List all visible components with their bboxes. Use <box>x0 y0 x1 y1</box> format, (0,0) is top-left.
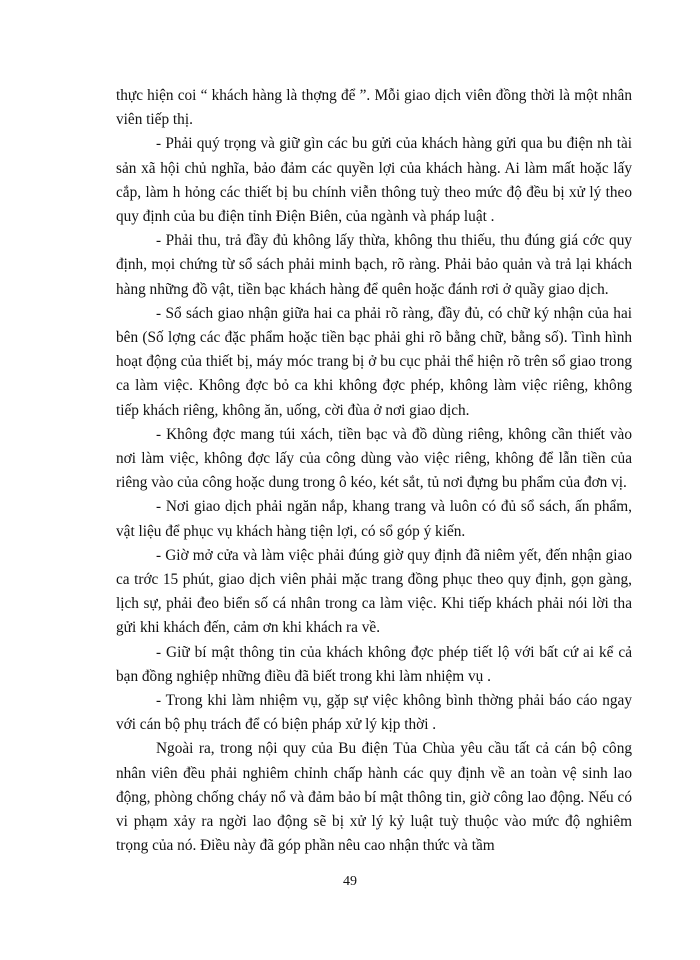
paragraph: - Phải quý trọng và giữ gìn các bu gửi của khách hàng gửi qua bu điện nh tài sản xã hội chủ nghĩa, bảo đảm các quyền lợi của khách hàng. Ai làm mất hoặc lấy cắp, làm h hỏng các thiết bị bu chính viễn thông tuỳ theo mức độ đều bị xử lý theo quy định của bu điện tỉnh Điện Biên, của ngành và pháp luật . <box>116 135 632 226</box>
paragraph: - Không đợc mang túi xách, tiền bạc và đồ dùng riêng, không cần thiết vào nơi làm việc, không đợc lấy của công dùng vào việc riêng, không để lẫn tiền của riêng vào của công hoặc dung trong ô kéo, két sắt, tủ nơi đựng bu phẩm của đơn vị. <box>116 425 632 492</box>
paragraph: - Phải thu, trả đầy đủ không lấy thừa, không thu thiếu, thu đúng giá cớc quy định, mọi chứng từ sổ sách phải minh bạch, rõ ràng. Phải bảo quản và trả lại khách hàng những đồ vật, tiền bạc khách hàng để quên hoặc đánh rơi ở quầy giao dịch. <box>116 232 632 298</box>
paragraph: - Trong khi làm nhiệm vụ, gặp sự việc không bình thờng phải báo cáo ngay với cán bộ phụ trách để có biện pháp xử lý kịp thời . <box>116 692 632 734</box>
paragraph: - Sổ sách giao nhận giữa hai ca phải rõ ràng, đầy đủ, có chữ ký nhận của hai bên (Số lợng các đặc phẩm hoặc tiền bạc phải ghi rõ bằng chữ, bằng số). Tình hình hoạt động của thiết bị, máy móc trang bị ở bu cục phải thể hiện rõ trên sổ giao trong ca làm việc. Không đợc bỏ ca khi không đợc phép, không làm việc riêng, không tiếp khách riêng, không ăn, uống, cời đùa ở nơi giao dịch. <box>116 304 632 419</box>
paragraph: thực hiện coi “ khách hàng là thợng để ”. Mỗi giao dịch viên đồng thời là một nhân viên tiếp thị. <box>116 87 632 129</box>
paragraph: - Nơi giao dịch phải ngăn nắp, khang trang và luôn có đủ sổ sách, ấn phẩm, vật liệu để phục vụ khách hàng tiện lợi, có sổ góp ý kiến. <box>116 498 632 540</box>
page-number: 49 <box>343 874 357 889</box>
paragraph: Ngoài ra, trong nội quy của Bu điện Tủa Chùa yêu cầu tất cả cán bộ công nhân viên đều phải nghiêm chỉnh chấp hành các quy định về an toàn vệ sinh lao động, phòng chống cháy nổ và đảm bảo bí mật thông tin, giờ công lao động. Nếu có vi phạm xảy ra ngời lao động sẽ bị xử lý kỷ luật tuỳ thuộc vào mức độ nghiêm trọng của nó. Điều này đã góp phần nêu cao nhận thức và tầm <box>116 740 632 855</box>
paragraph: - Giữ bí mật thông tin của khách không đợc phép tiết lộ với bất cứ ai kể cả bạn đồng nghiệp những điều đã biết trong khi làm nhiệm vụ . <box>116 643 632 685</box>
paragraph: - Giờ mở cửa và làm việc phải đúng giờ quy định đã niêm yết, đến nhận giao ca trớc 15 phút, giao dịch viên phải mặc trang đồng phục theo quy định, gọn gàng, lịch sự, phải đeo biển số cá nhân trong ca làm việc. Khi tiếp khách phải nói lời tha gửi khi khách đến, cảm ơn khi khách ra về. <box>116 546 632 637</box>
body-text <box>116 84 632 859</box>
